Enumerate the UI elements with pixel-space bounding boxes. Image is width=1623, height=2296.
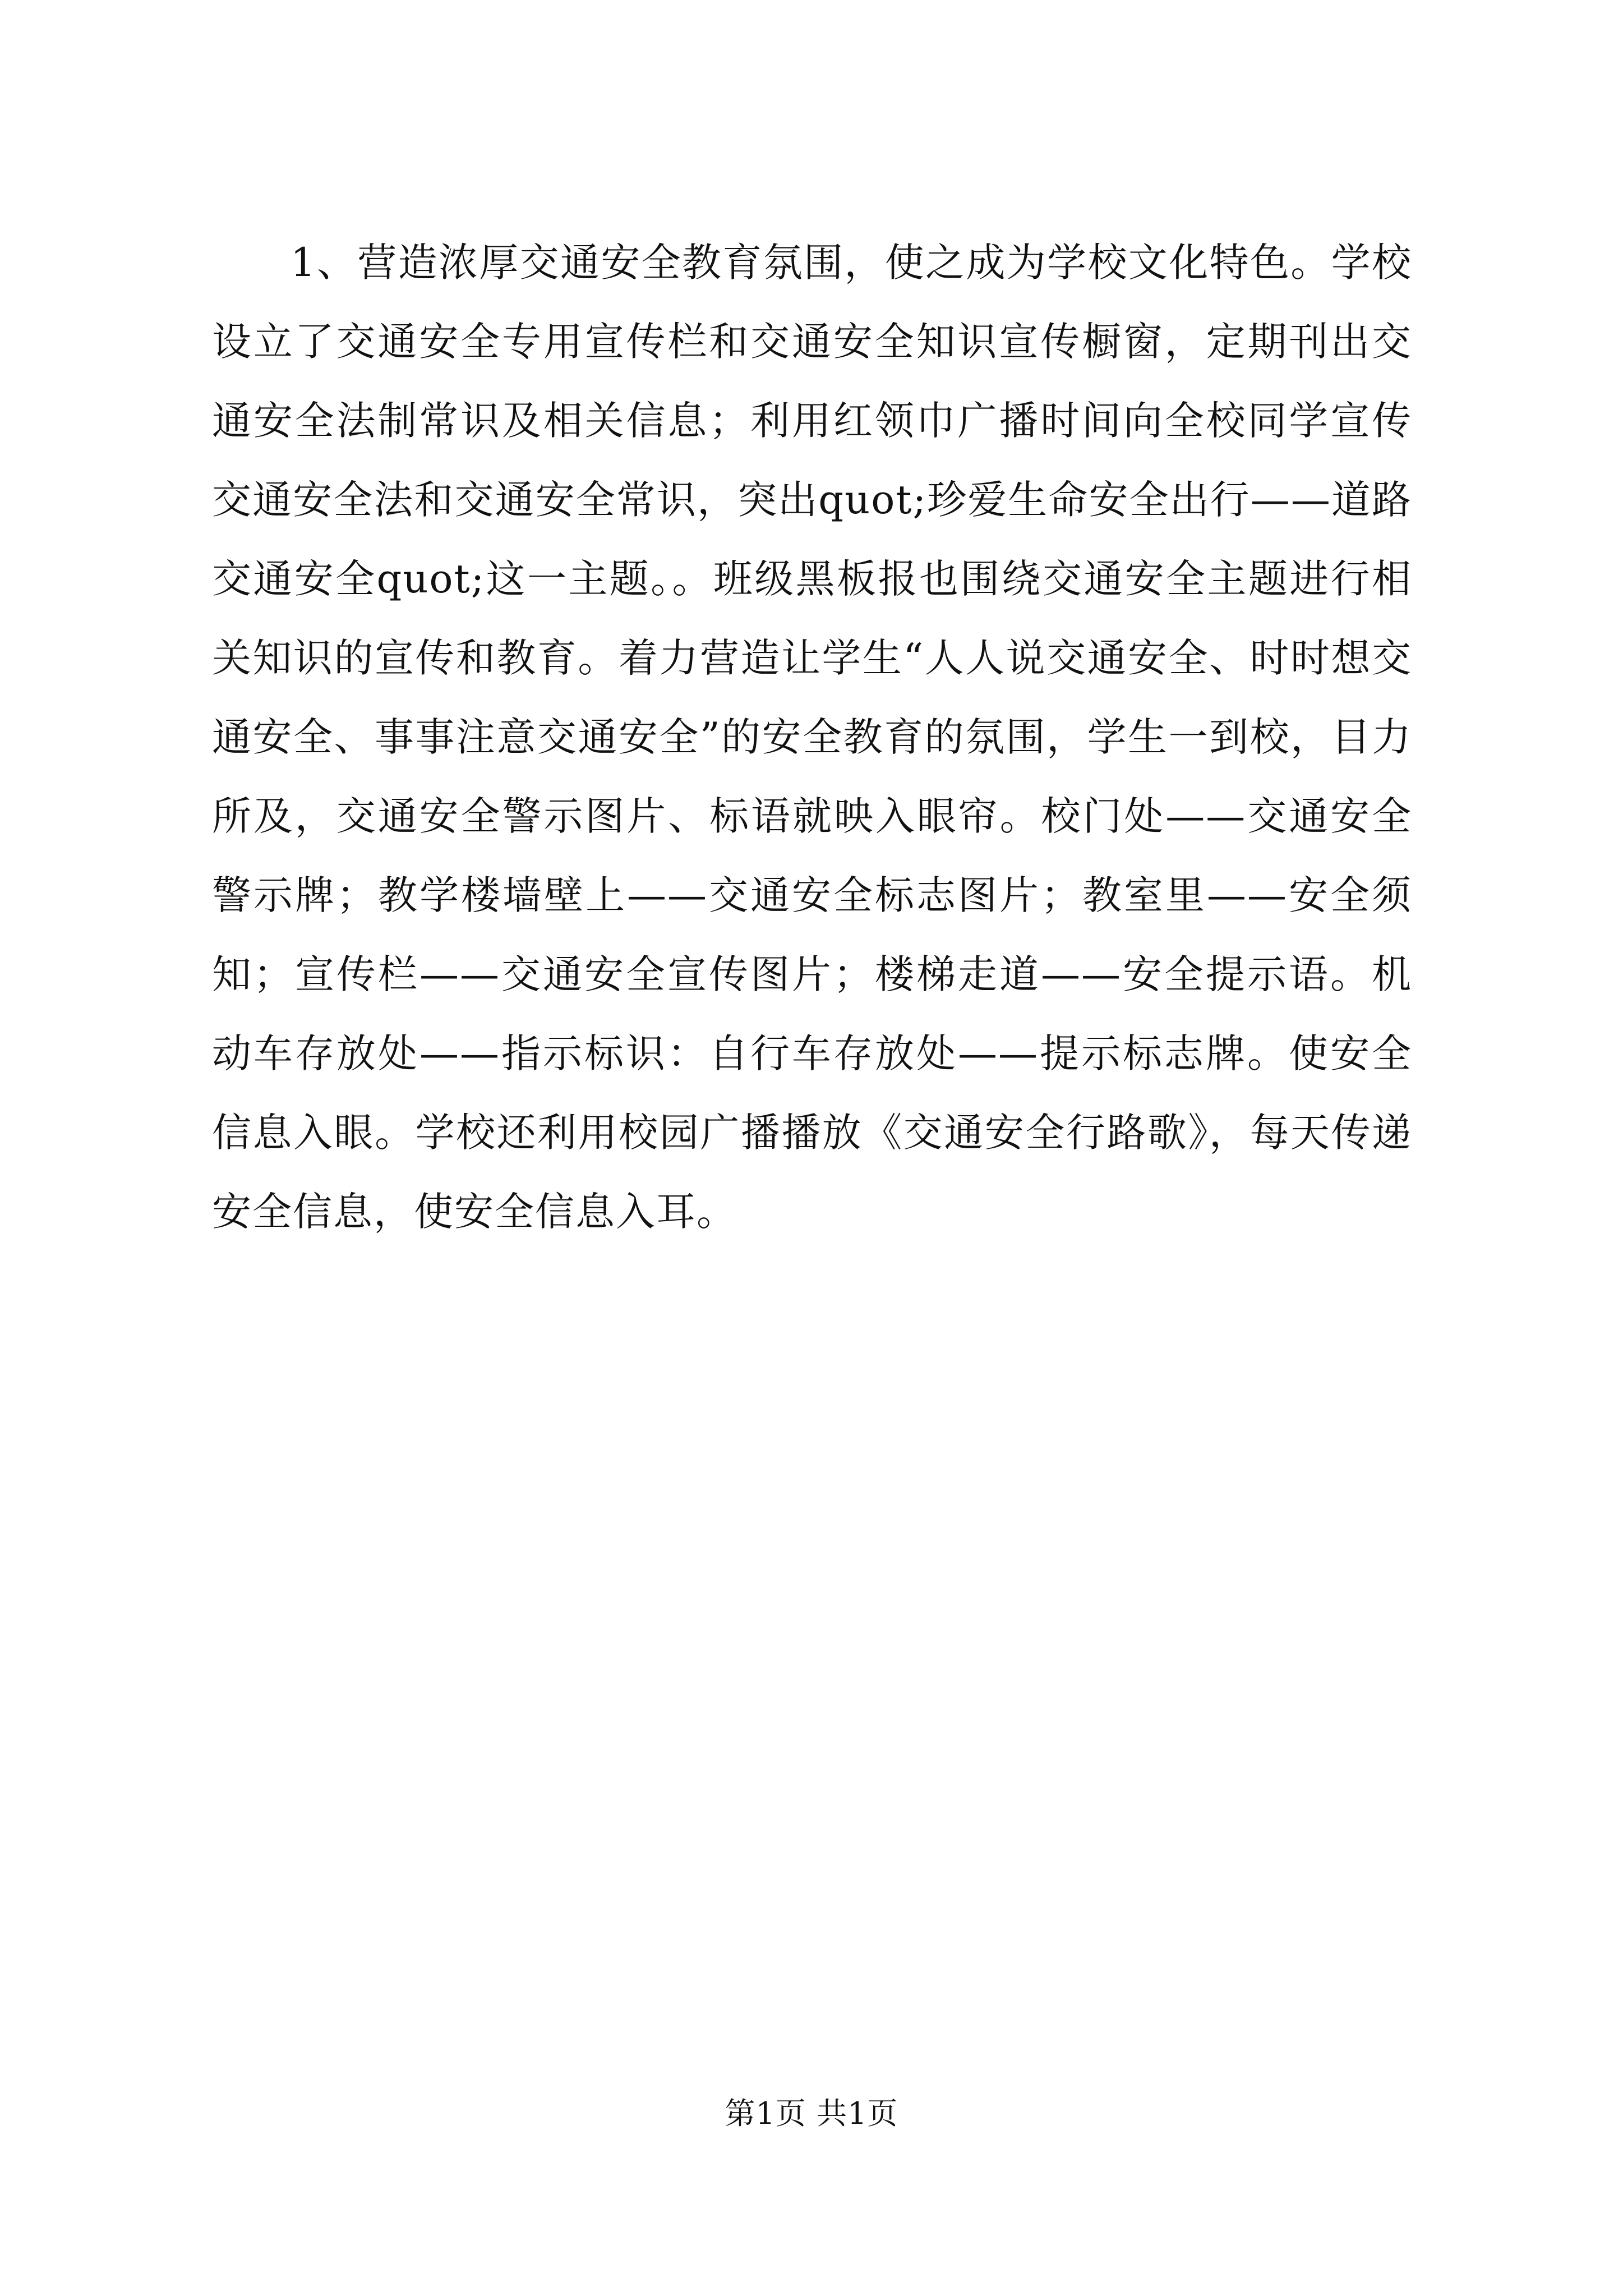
page-footer: 第1页 共1页: [725, 2096, 898, 2131]
body-paragraph: 1、营造浓厚交通安全教育氛围，使之成为学校文化特色。学校设立了交通安全专用宣传栏和交通安全知识宣传橱窗，定期刊出交通安全法制常识及相关信息；利用红领巾广播时间向全校同学宣传交通安全法和交通安全常识，突出quot;珍爱生命安全出行——道路交通安全quot;这一主题。。班级黑板报也围绕交通安全主题进行相关知识的宣传和教育。着力营造让学生“人人说交通安全、时时想交通安全、事事注意交通安全”的安全教育的氛围，学生一到校，目力所及，交通安全警示图片、标语就映入眼帘。校门处——交通安全警示牌；教学楼墙壁上——交通安全标志图片；教室里——安全须知；宣传栏——交通安全宣传图片；楼梯走道——安全提示语。机动车存放处——指示标识：自行车存放处——提示标志牌。使安全信息入眼。学校还利用校园广播播放《交通安全行路歌》，每天传递安全信息，使安全信息入耳。: [212, 240, 1412, 1235]
